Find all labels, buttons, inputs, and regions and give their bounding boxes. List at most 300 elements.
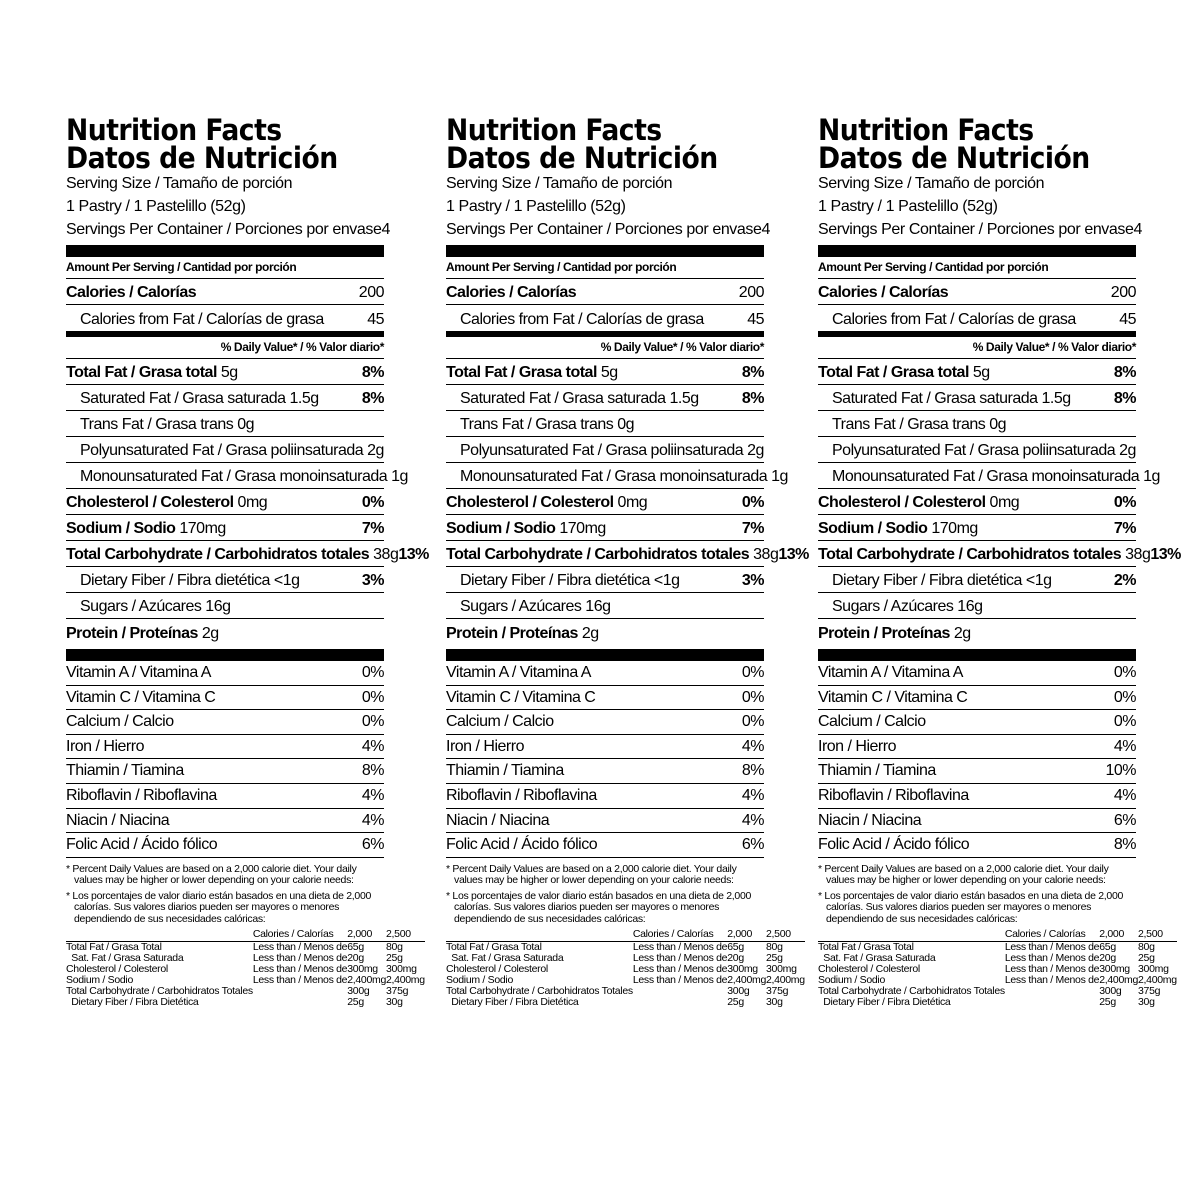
serving-size-label: Serving Size / Tamaño de porción [66, 175, 293, 192]
vitamin-daily-value: 8% [361, 762, 384, 780]
nutrient-amount: 38g [369, 546, 399, 563]
nutrient-row [446, 437, 764, 463]
vitamin-name: Calcium / Calcio [66, 713, 174, 731]
serving-size-label: Serving Size / Tamaño de porción [818, 175, 1045, 192]
nutrient-label [80, 441, 384, 461]
reference-table-header-cell [818, 929, 1005, 942]
vitamin-name: Thiamin / Tiamina [66, 762, 184, 780]
reference-table-cell: 25g [1138, 952, 1155, 965]
nutrient-label [832, 441, 1136, 461]
nutrient-row [818, 359, 1136, 385]
vitamin-row [446, 759, 764, 784]
reference-table-cell: Cholesterol / Colesterol [66, 963, 168, 976]
divider-thick [66, 649, 384, 661]
footnote [446, 864, 764, 926]
vitamin-name: Folic Acid / Ácido fólico [818, 836, 970, 854]
nutrient-label [818, 519, 978, 539]
title-spanish: Datos de Nutrición [66, 141, 338, 175]
vitamin-daily-value: 0% [361, 688, 384, 706]
vitamin-row [818, 759, 1136, 784]
nutrient-amount: 2g [577, 625, 599, 642]
vitamin-daily-value: 4% [1113, 737, 1136, 755]
servings-row [818, 218, 1143, 241]
nutrient-daily-value: 8% [361, 390, 384, 407]
nutrient-amount: 38g [749, 546, 779, 563]
calories-from-fat-row [446, 305, 764, 331]
reference-table-cell: Dietary Fiber / Fibra Dietética [66, 996, 199, 1009]
nutrient-daily-value: 3% [741, 572, 764, 589]
nutrient-daily-value: 13% [778, 546, 809, 563]
nutrient-daily-value: 13% [398, 546, 429, 563]
vitamin-row [66, 686, 384, 711]
nutrient-row [446, 593, 764, 619]
nutrient-name: Sodium / Sodio [446, 520, 556, 537]
reference-table-cell: 375g [766, 985, 789, 998]
nutrient-row [818, 619, 1136, 645]
vitamin-row [66, 735, 384, 760]
nutrient-row [818, 489, 1136, 515]
calories-from-fat-value: 45 [747, 311, 764, 328]
footnote [818, 864, 1136, 926]
reference-table-cell: Total Carbohydrate / Carbohidratos Totales [66, 985, 253, 998]
reference-table-cell: Total Carbohydrate / Carbohidratos Totales [446, 985, 633, 998]
nutrient-row [446, 489, 764, 515]
nutrient-name: Dietary Fiber / Fibra dietética <1g [80, 572, 300, 589]
nutrient-name: Sugars / Azúcares 16g [832, 598, 983, 615]
reference-table-cell: Total Carbohydrate / Carbohidratos Totales [818, 985, 1005, 998]
nutrient-label [66, 363, 238, 383]
nutrient-row [66, 489, 384, 515]
nutrient-daily-value: 3% [361, 572, 384, 589]
nutrient-daily-value: 0% [741, 494, 764, 511]
reference-table-cell: 2,400mg [386, 974, 425, 987]
reference-table-cell: Cholesterol / Colesterol [446, 963, 548, 976]
nutrient-row [446, 385, 764, 411]
calories-from-fat-value: 45 [367, 311, 384, 328]
reference-table-cell: Sodium / Sodio [66, 974, 134, 987]
nutrient-label [460, 389, 699, 409]
footnote-english: * Percent Daily Values are based on a 2,000 calorie diet. Your daily values may be higher or lower depending on your calorie needs: [66, 862, 357, 887]
calories-from-fat-row [66, 305, 384, 331]
reference-table-cell: 25g [727, 996, 744, 1009]
nutrient-name: Saturated Fat / Grasa saturada 1.5g [460, 390, 699, 407]
footnote-english: * Percent Daily Values are based on a 2,000 calorie diet. Your daily values may be higher or lower depending on your calorie needs: [818, 862, 1109, 887]
reference-table-cell: 2,400mg [347, 974, 386, 987]
nutrient-label [80, 597, 230, 617]
vitamin-daily-value: 0% [361, 664, 384, 681]
vitamin-daily-value: 10% [1105, 762, 1136, 780]
nutrient-name: Protein / Proteínas [446, 625, 578, 642]
reference-table-cell: Less than / Menos de [1004, 974, 1100, 987]
nutrient-row [446, 619, 764, 645]
nutrient-name: Saturated Fat / Grasa saturada 1.5g [832, 390, 1071, 407]
serving-size-value: 1 Pastry / 1 Pastelillo (52g) [446, 198, 626, 215]
daily-value-header [818, 337, 1136, 359]
nutrient-label [818, 545, 1150, 565]
vitamin-row [66, 809, 384, 834]
calories-from-fat-label: Calories from Fat / Calorías de grasa [460, 311, 704, 328]
title-english: Nutrition Facts [818, 113, 1034, 147]
reference-table-cell: 300mg [386, 963, 417, 976]
nutrient-name: Total Fat / Grasa total [66, 364, 217, 381]
nutrient-row [818, 541, 1181, 567]
calories-value: 200 [358, 284, 384, 301]
nutrient-row [818, 411, 1136, 437]
reference-table-cell: 300mg [1138, 963, 1169, 976]
reference-table-cell: Less than / Menos de [252, 952, 348, 965]
nutrient-name: Total Fat / Grasa total [818, 364, 969, 381]
nutrient-row [818, 593, 1136, 619]
vitamin-row [446, 710, 764, 735]
nutrient-name: Cholesterol / Colesterol [66, 494, 234, 511]
vitamin-daily-value: 6% [361, 836, 384, 854]
reference-table-cell: 25g [1099, 996, 1116, 1009]
nutrient-label [446, 624, 599, 644]
vitamin-name: Vitamin A / Vitamina A [66, 664, 211, 681]
nutrient-daily-value: 13% [1150, 546, 1181, 563]
nutrient-row [66, 411, 384, 437]
nutrient-name: Total Carbohydrate / Carbohidratos totales [446, 546, 750, 563]
nutrient-label [80, 571, 300, 591]
nutrient-row [446, 515, 764, 541]
nutrient-name: Protein / Proteínas [818, 625, 950, 642]
reference-table-cell: Less than / Menos de [1004, 963, 1100, 976]
nutrient-name: Polyunsaturated Fat / Grasa poliinsaturada 2g [80, 442, 384, 459]
servings-label: Servings Per Container / Porciones por envase [446, 221, 762, 238]
calories-from-fat-row [818, 305, 1136, 331]
nutrient-daily-value: 8% [741, 364, 764, 381]
reference-table-cell: 25g [386, 952, 403, 965]
reference-table-cell [1005, 997, 1099, 1008]
nutrient-name: Saturated Fat / Grasa saturada 1.5g [80, 390, 319, 407]
reference-table-cell: 2,400mg [1099, 974, 1138, 987]
nutrition-panel [66, 113, 429, 1088]
nutrient-daily-value: 0% [1113, 494, 1136, 511]
nutrient-name: Sodium / Sodio [66, 520, 176, 537]
nutrient-row [446, 567, 764, 593]
nutrient-name: Dietary Fiber / Fibra dietética <1g [460, 572, 680, 589]
vitamin-row [818, 661, 1136, 686]
nutrient-amount: 2g [949, 625, 971, 642]
reference-table-cell: Less than / Menos de [632, 952, 728, 965]
daily-value-header [446, 337, 764, 359]
nutrient-row [66, 567, 384, 593]
daily-value-header-text: % Daily Value* / % Valor diario* [220, 340, 384, 354]
reference-table-cell: Less than / Menos de [252, 974, 348, 987]
divider-thick [818, 245, 1136, 257]
vitamin-row [818, 686, 1136, 711]
reference-table-cell: Sodium / Sodio [818, 974, 886, 987]
nutrient-row [446, 463, 788, 489]
vitamin-row [66, 759, 384, 784]
servings-label: Servings Per Container / Porciones por envase [66, 221, 382, 238]
nutrient-label [80, 389, 319, 409]
nutrient-label [832, 571, 1052, 591]
nutrient-amount: 0mg [233, 494, 268, 511]
nutrient-amount: 5g [596, 364, 618, 381]
nutrient-label [460, 571, 680, 591]
reference-table-cell: Less than / Menos de [632, 963, 728, 976]
vitamin-row [446, 686, 764, 711]
vitamin-name: Vitamin A / Vitamina A [446, 664, 591, 681]
vitamin-daily-value: 4% [741, 737, 764, 755]
reference-table-cell: Total Fat / Grasa Total [818, 941, 914, 954]
vitamin-daily-value: 6% [741, 836, 764, 854]
serving-size-label: Serving Size / Tamaño de porción [446, 175, 673, 192]
nutrient-name: Sodium / Sodio [818, 520, 928, 537]
nutrient-label [446, 493, 647, 513]
nutrition-panel [446, 113, 809, 1088]
reference-table-header [818, 929, 1177, 942]
daily-values-reference-table [818, 929, 1177, 1008]
reference-table-cell: 20g [727, 952, 744, 965]
nutrient-row [66, 541, 429, 567]
nutrient-label [80, 467, 408, 487]
nutrient-name: Total Carbohydrate / Carbohidratos totales [818, 546, 1122, 563]
reference-table-cell: 80g [766, 941, 783, 954]
reference-table-row [818, 997, 1177, 1008]
reference-table-cell: 300mg [766, 963, 797, 976]
serving-size-value: 1 Pastry / 1 Pastelillo (52g) [818, 198, 998, 215]
nutrient-label: Trans Fat / Grasa trans 0g [460, 416, 635, 433]
vitamin-row [818, 809, 1136, 834]
nutrient-amount: 5g [968, 364, 990, 381]
reference-table-header-cell [66, 929, 253, 942]
vitamin-row [66, 784, 384, 809]
daily-values-reference-table [66, 929, 425, 1008]
vitamin-name: Calcium / Calcio [446, 713, 554, 731]
reference-table-header-cell: 2,000 [1099, 929, 1138, 942]
vitamin-daily-value: 0% [741, 688, 764, 706]
vitamin-daily-value: 4% [361, 811, 384, 829]
daily-values-reference-table [446, 929, 805, 1008]
nutrient-label [66, 624, 219, 644]
vitamin-name: Riboflavin / Riboflavina [818, 786, 969, 804]
reference-table-cell: 375g [1138, 985, 1161, 998]
nutrient-label: Trans Fat / Grasa trans 0g [80, 416, 255, 433]
nutrient-row [818, 385, 1136, 411]
vitamin-daily-value: 4% [741, 786, 764, 804]
nutrient-row [66, 463, 408, 489]
reference-table-header-cell: Calories / Calorías [633, 929, 727, 942]
footnote-spanish: * Los porcentajes de valor diario están basados en una dieta de 2,000 calorías. Sus valores diarios pueden ser mayores o menores dependiendo de sus necesidades calóricas: [446, 889, 752, 925]
calories-from-fat-value: 45 [1119, 311, 1136, 328]
servings-row [446, 218, 771, 241]
reference-table-cell: Sat. Fat / Grasa Saturada [818, 952, 936, 965]
reference-table-cell: Dietary Fiber / Fibra Dietética [446, 996, 579, 1009]
vitamin-daily-value: 0% [1113, 664, 1136, 681]
calories-row [818, 279, 1136, 305]
reference-table-cell [633, 997, 727, 1008]
reference-table-header-cell: 2,500 [766, 929, 805, 942]
nutrient-row [446, 541, 809, 567]
footnote-english: * Percent Daily Values are based on a 2,000 calorie diet. Your daily values may be higher or lower depending on your calorie needs: [446, 862, 737, 887]
footnote-spanish: * Los porcentajes de valor diario están basados en una dieta de 2,000 calorías. Sus valores diarios pueden ser mayores o menores dependiendo de sus necesidades calóricas: [818, 889, 1124, 925]
vitamin-name: Iron / Hierro [818, 737, 896, 755]
nutrient-label [446, 545, 778, 565]
daily-value-header-text: % Daily Value* / % Valor diario* [972, 340, 1136, 354]
reference-table-header-cell [446, 929, 633, 942]
reference-table-cell: 80g [1138, 941, 1155, 954]
reference-table-header-cell: 2,000 [727, 929, 766, 942]
nutrient-name: Monounsaturated Fat / Grasa monoinsaturada 1g [460, 468, 788, 485]
nutrient-amount: 0mg [613, 494, 648, 511]
vitamin-name: Thiamin / Tiamina [446, 762, 564, 780]
footnote [66, 864, 384, 926]
reference-table-cell [633, 986, 727, 997]
reference-table-cell: Sodium / Sodio [446, 974, 514, 987]
nutrient-label [66, 493, 267, 513]
vitamin-name: Niacin / Niacina [818, 811, 922, 829]
vitamin-name: Riboflavin / Riboflavina [446, 786, 597, 804]
vitamin-row [446, 809, 764, 834]
reference-table-header [446, 929, 805, 942]
reference-table-cell: 2,400mg [727, 974, 766, 987]
vitamin-daily-value: 8% [741, 762, 764, 780]
nutrient-label: Trans Fat / Grasa trans 0g [832, 416, 1007, 433]
vitamin-row [66, 661, 384, 686]
title-english: Nutrition Facts [66, 113, 282, 147]
nutrient-row [66, 515, 384, 541]
calories-value: 200 [1110, 284, 1136, 301]
nutrient-row [818, 567, 1136, 593]
reference-table-row [66, 997, 425, 1008]
vitamin-row [818, 735, 1136, 760]
nutrient-label [818, 624, 971, 644]
reference-table-cell: 2,400mg [766, 974, 805, 987]
nutrient-amount: 38g [1121, 546, 1151, 563]
vitamin-row [446, 735, 764, 760]
reference-table-cell: 20g [1099, 952, 1116, 965]
nutrient-label [460, 441, 764, 461]
vitamin-daily-value: 4% [741, 811, 764, 829]
reference-table-cell: Less than / Menos de [1004, 952, 1100, 965]
nutrient-amount: 170mg [927, 520, 978, 537]
reference-table-cell: 25g [766, 952, 783, 965]
nutrient-label [832, 467, 1160, 487]
calories-from-fat-label: Calories from Fat / Calorías de grasa [832, 311, 1076, 328]
reference-table-cell: Cholesterol / Colesterol [818, 963, 920, 976]
vitamin-name: Niacin / Niacina [446, 811, 550, 829]
reference-table-cell: 25g [347, 996, 364, 1009]
vitamin-name: Niacin / Niacina [66, 811, 170, 829]
vitamin-daily-value: 8% [1113, 836, 1136, 854]
nutrient-row [66, 619, 384, 645]
vitamin-name: Vitamin C / Vitamina C [818, 688, 968, 706]
vitamin-row [446, 661, 764, 686]
nutrient-label [66, 545, 398, 565]
amount-per-serving: Amount Per Serving / Cantidad por porción [66, 257, 384, 279]
amount-per-serving: Amount Per Serving / Cantidad por porción [818, 257, 1136, 279]
reference-table-cell: 375g [386, 985, 409, 998]
vitamin-daily-value: 0% [1113, 713, 1136, 731]
nutrient-row [818, 463, 1160, 489]
serving-size-value: 1 Pastry / 1 Pastelillo (52g) [66, 198, 246, 215]
vitamin-name: Vitamin A / Vitamina A [818, 664, 963, 681]
calories-label: Calories / Calorías [66, 284, 197, 301]
nutrient-row [66, 593, 384, 619]
reference-table-cell: Less than / Menos de [252, 963, 348, 976]
calories-from-fat-label: Calories from Fat / Calorías de grasa [80, 311, 324, 328]
nutrient-daily-value: 8% [1113, 364, 1136, 381]
vitamin-name: Vitamin C / Vitamina C [446, 688, 596, 706]
reference-table-cell: 65g [1099, 941, 1116, 954]
vitamin-daily-value: 0% [361, 713, 384, 731]
reference-table-cell [1005, 986, 1099, 997]
nutrient-row [66, 385, 384, 411]
vitamin-row [818, 710, 1136, 735]
calories-label: Calories / Calorías [446, 284, 577, 301]
nutrient-amount: 0mg [985, 494, 1020, 511]
nutrient-daily-value: 8% [361, 364, 384, 381]
reference-table-row [446, 997, 805, 1008]
vitamin-daily-value: 0% [1113, 688, 1136, 706]
nutrition-panel [818, 113, 1181, 1088]
footnote-spanish: * Los porcentajes de valor diario están basados en una dieta de 2,000 calorías. Sus valores diarios pueden ser mayores o menores dependiendo de sus necesidades calóricas: [66, 889, 372, 925]
nutrient-name: Sugars / Azúcares 16g [80, 598, 231, 615]
reference-table-cell: 80g [386, 941, 403, 954]
vitamin-row [446, 833, 764, 858]
nutrient-daily-value: 2% [1113, 572, 1136, 589]
reference-table-header-cell: 2,500 [1138, 929, 1177, 942]
vitamin-name: Iron / Hierro [66, 737, 144, 755]
reference-table-cell: Sat. Fat / Grasa Saturada [446, 952, 564, 965]
reference-table-cell: 300mg [727, 963, 758, 976]
title-spanish: Datos de Nutrición [446, 141, 718, 175]
reference-table-cell: Less than / Menos de [1004, 941, 1100, 954]
reference-table-cell: 300g [727, 985, 750, 998]
nutrient-daily-value: 8% [741, 390, 764, 407]
calories-label: Calories / Calorías [818, 284, 949, 301]
reference-table-cell: Less than / Menos de [252, 941, 348, 954]
calories-row [66, 279, 384, 305]
vitamin-name: Calcium / Calcio [818, 713, 926, 731]
vitamin-daily-value: 6% [1113, 811, 1136, 829]
nutrient-daily-value: 8% [1113, 390, 1136, 407]
nutrient-label [446, 363, 618, 383]
nutrient-label [460, 597, 610, 617]
nutrient-name: Sugars / Azúcares 16g [460, 598, 611, 615]
servings-value: 4 [381, 221, 391, 238]
reference-table-cell: Sat. Fat / Grasa Saturada [66, 952, 184, 965]
calories-value: 200 [738, 284, 764, 301]
divider-thick [446, 245, 764, 257]
nutrient-row [818, 515, 1136, 541]
reference-table-cell: Less than / Menos de [632, 974, 728, 987]
reference-table-cell: 300g [1099, 985, 1122, 998]
daily-value-header-text: % Daily Value* / % Valor diario* [600, 340, 764, 354]
servings-label: Servings Per Container / Porciones por envase [818, 221, 1134, 238]
servings-row [66, 218, 391, 241]
reference-table-header-cell: Calories / Calorías [253, 929, 347, 942]
nutrient-daily-value: 7% [1113, 520, 1136, 537]
nutrient-label [832, 597, 982, 617]
nutrient-name: Polyunsaturated Fat / Grasa poliinsaturada 2g [832, 442, 1136, 459]
nutrient-daily-value: 0% [361, 494, 384, 511]
vitamin-row [818, 784, 1136, 809]
nutrient-daily-value: 7% [361, 520, 384, 537]
vitamin-daily-value: 4% [1113, 786, 1136, 804]
reference-table-cell: 65g [347, 941, 364, 954]
nutrient-label [446, 519, 606, 539]
nutrient-amount: 170mg [555, 520, 606, 537]
nutrient-amount: 5g [216, 364, 238, 381]
nutrient-name: Cholesterol / Colesterol [818, 494, 986, 511]
divider-thick [818, 649, 1136, 661]
divider-thick [66, 245, 384, 257]
nutrient-name: Protein / Proteínas [66, 625, 198, 642]
nutrient-daily-value: 7% [741, 520, 764, 537]
